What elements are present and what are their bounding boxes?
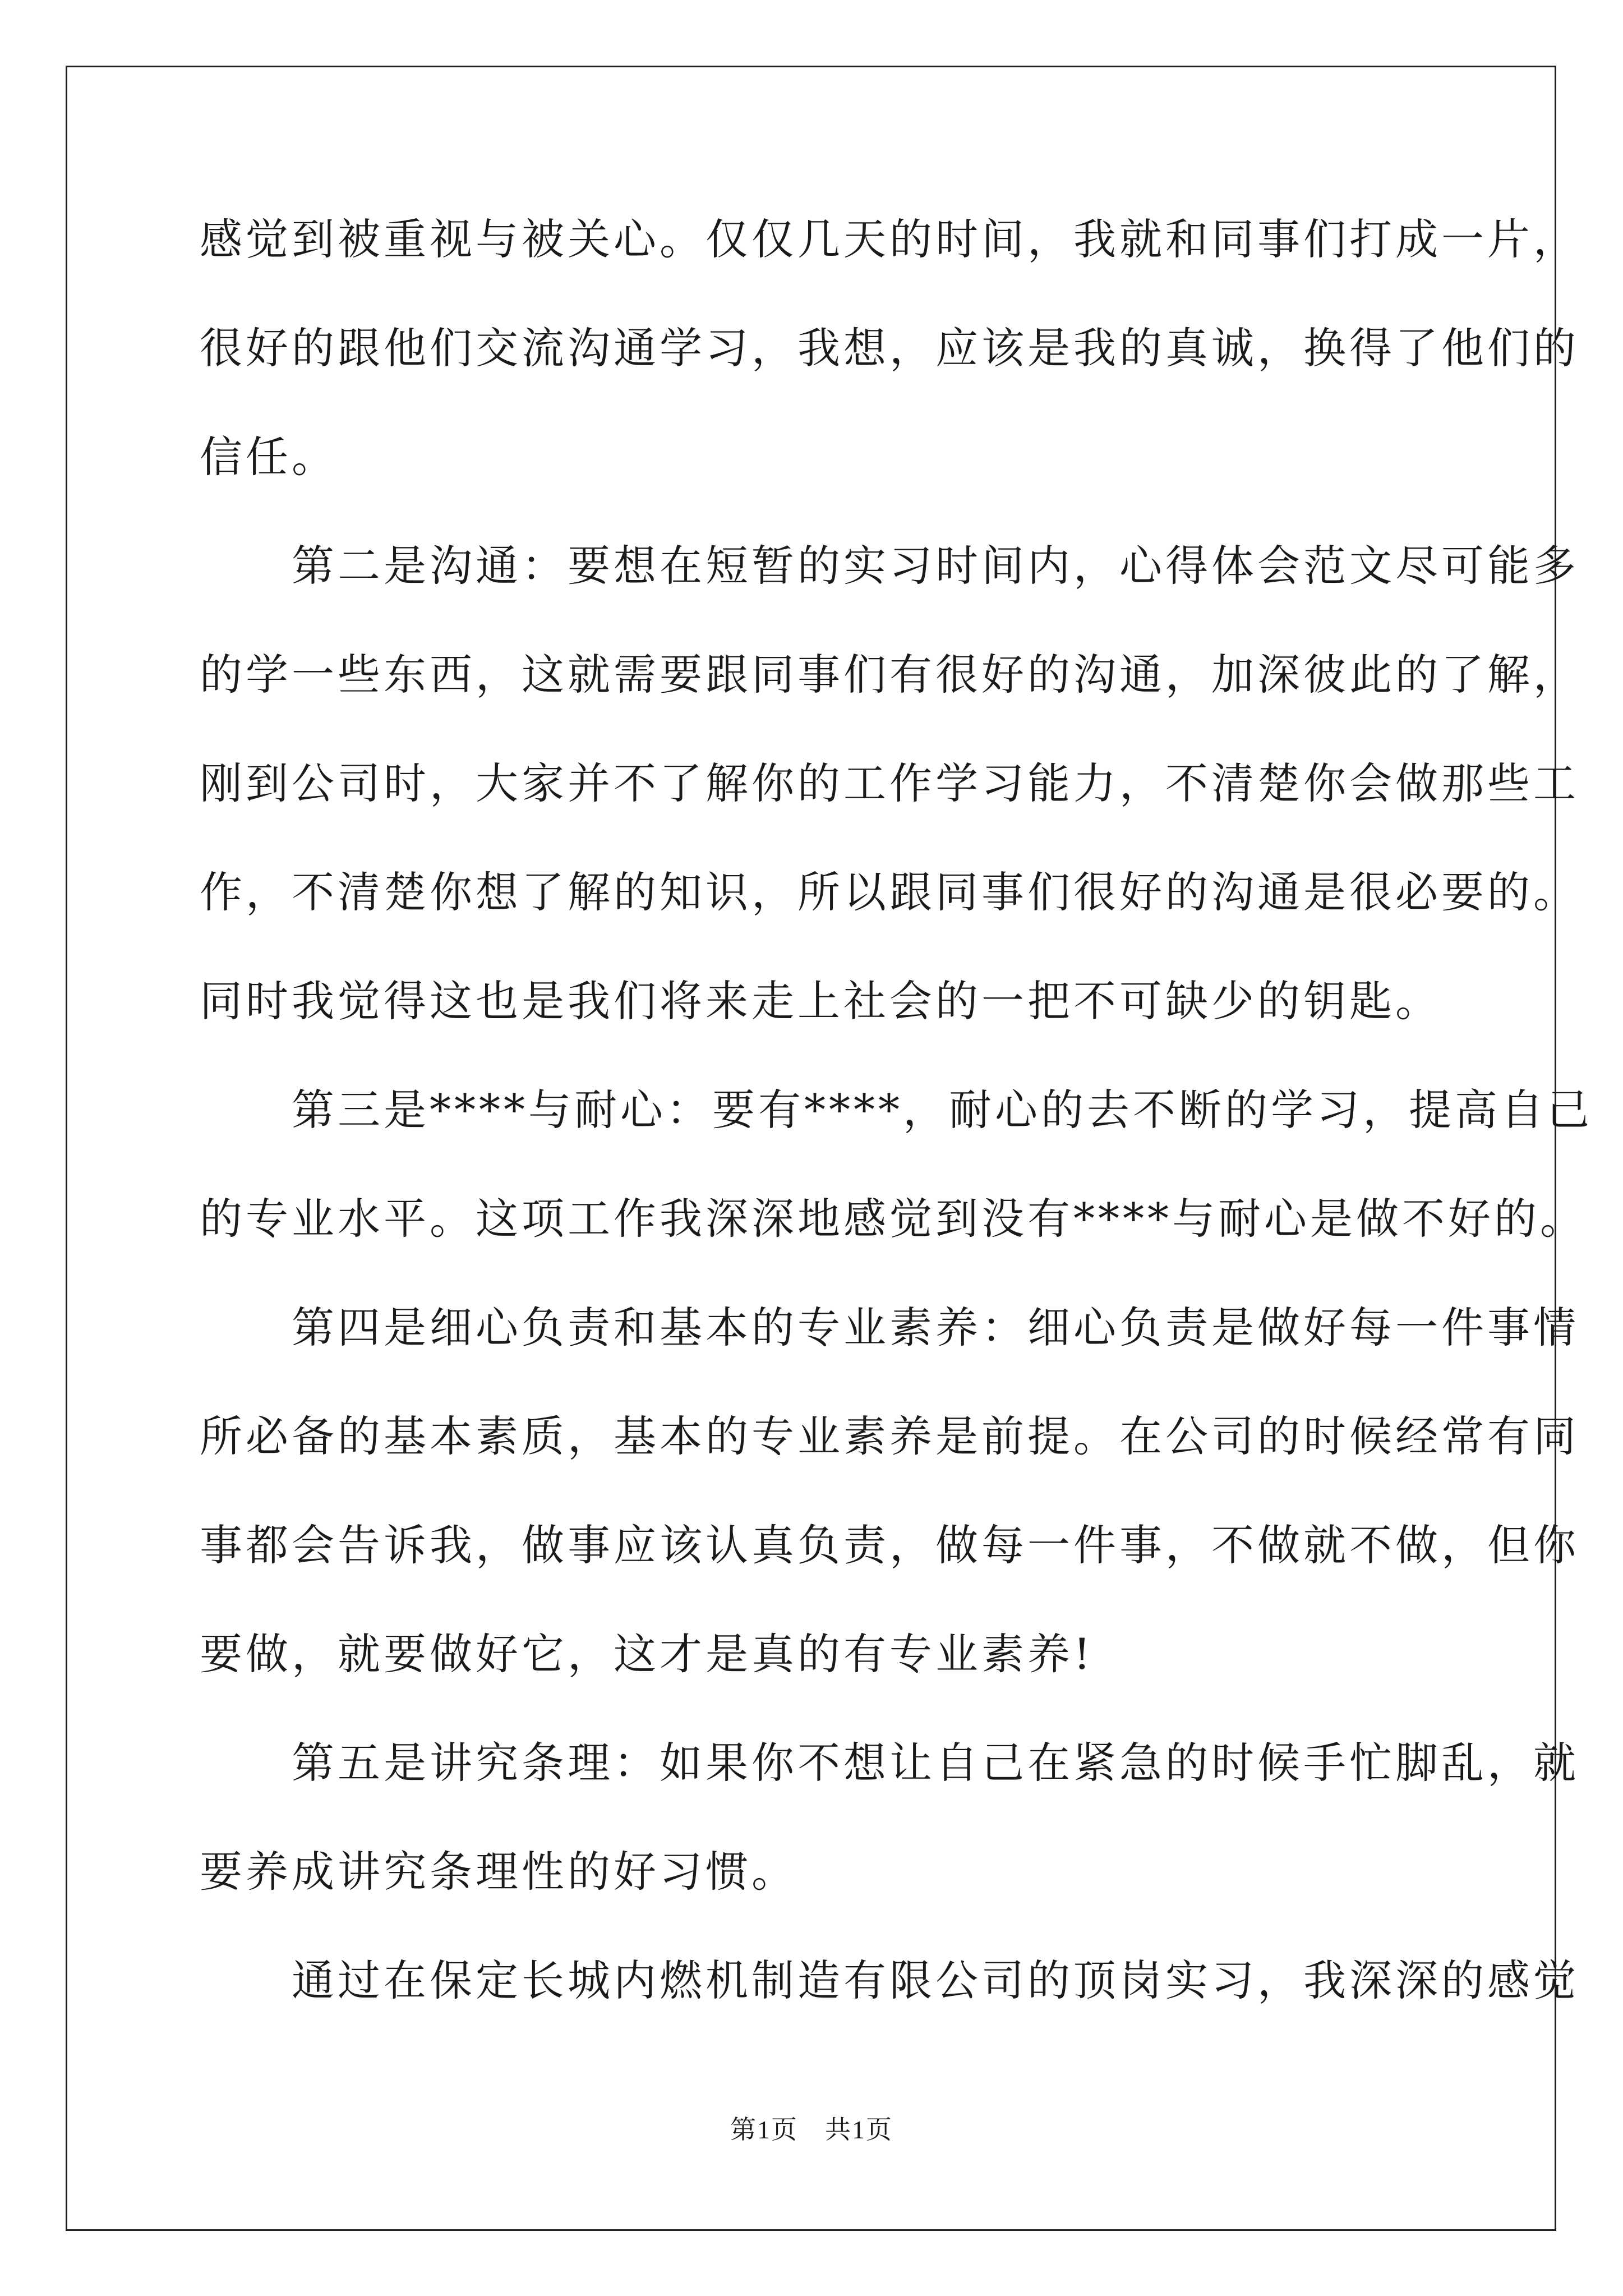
text-line: 作，不清楚你想了解的知识，所以跟同事们很好的沟通是很必要的。 [200, 867, 1579, 917]
text-line: 的专业水平。这项工作我深深地感觉到没有****与耐心是做不好的。 [200, 1194, 1586, 1244]
text-line: 所必备的基本素质，基本的专业素养是前提。在公司的时候经常有同 [200, 1411, 1579, 1461]
page-footer: 第1页 共1页 [730, 2115, 893, 2144]
text-line: 要养成讲究条理性的好习惯。 [200, 1847, 797, 1897]
text-line: 刚到公司时，大家并不了解你的工作学习能力，不清楚你会做那些工 [200, 758, 1579, 808]
text-line: 第四是细心负责和基本的专业素养：细心负责是做好每一件事情 [200, 1303, 1579, 1352]
document-body [200, 185, 1593, 2035]
text-line: 同时我觉得这也是我们将来走上社会的一把不可缺少的钥匙。 [200, 976, 1441, 1026]
text-line: 第二是沟通：要想在短暂的实习时间内，心得体会范文尽可能多 [200, 541, 1579, 591]
text-line: 信任。 [200, 432, 338, 482]
text-line: 很好的跟他们交流沟通学习，我想，应该是我的真诚，换得了他们的 [200, 323, 1579, 373]
text-line: 事都会告诉我，做事应该认真负责，做每一件事，不做就不做，但你 [200, 1520, 1579, 1570]
text-line: 第五是讲究条理：如果你不想让自己在紧急的时候手忙脚乱，就 [200, 1738, 1579, 1788]
text-line: 要做，就要做好它，这才是真的有专业素养! [200, 1629, 1094, 1679]
text-line: 的学一些东西，这就需要跟同事们有很好的沟通，加深彼此的了解， [200, 650, 1579, 700]
text-line: 通过在保定长城内燃机制造有限公司的顶岗实习，我深深的感觉 [200, 1955, 1579, 2005]
text-line: 第三是****与耐心：要有****，耐心的去不断的学习，提高自己 [200, 1085, 1593, 1135]
text-line: 感觉到被重视与被关心。仅仅几天的时间，我就和同事们打成一片， [200, 214, 1579, 264]
